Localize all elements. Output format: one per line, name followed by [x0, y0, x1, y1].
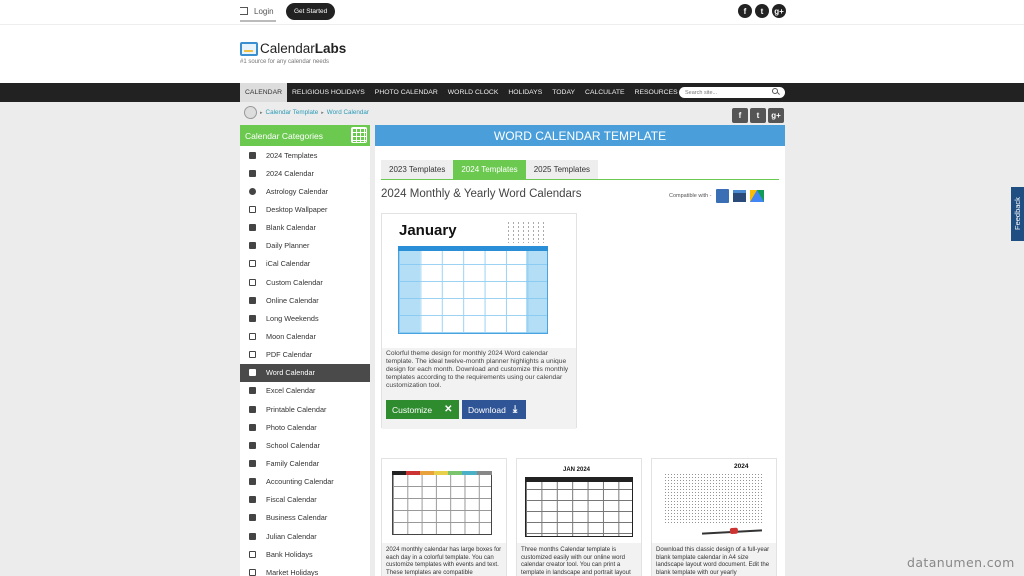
tagline: #1 source for any calendar needs: [240, 59, 330, 65]
template-thumbnail[interactable]: [382, 214, 576, 348]
sidebar-item-school-calendar[interactable]: [240, 436, 370, 454]
sidebar-item-pdf-calendar[interactable]: [240, 346, 370, 364]
main-nav: [0, 83, 1024, 102]
breadcrumb-word-calendar[interactable]: Word Calendar: [326, 109, 370, 116]
list-icon: [249, 333, 256, 340]
sidebar-item-excel-calendar[interactable]: [240, 382, 370, 400]
tools-icon: ✕: [444, 404, 453, 415]
monitor-icon: [249, 206, 256, 213]
tabs-divider: [381, 179, 779, 180]
breadcrumb-separator: ▸: [321, 109, 324, 116]
sidebar-item-2024-calendar[interactable]: [240, 164, 370, 182]
calendar-icon: [249, 260, 256, 267]
sidebar-item-word-calendar[interactable]: [240, 364, 370, 382]
sidebar-item-label: Moon Calendar: [266, 331, 316, 341]
tab-2023-templates[interactable]: 2023 Templates: [381, 160, 453, 179]
sidebar-item-label: Fiscal Calendar: [266, 495, 317, 505]
template-card[interactable]: [381, 458, 507, 576]
breadcrumb-calendar-template[interactable]: Calendar Template: [265, 109, 319, 116]
sidebar-item-label: Word Calendar: [266, 368, 315, 378]
login-label: Login: [254, 6, 274, 16]
calendar-grid-header: [525, 477, 633, 482]
main-content: [375, 125, 785, 576]
sidebar-item-long-weekends[interactable]: [240, 309, 370, 327]
sidebar-item-label: Long Weekends: [266, 313, 319, 323]
pdf-file-icon: [249, 351, 256, 358]
sidebar-item-custom-calendar[interactable]: [240, 273, 370, 291]
share-twitter-icon[interactable]: t: [750, 108, 766, 123]
sidebar-item-label: Market Holidays: [266, 567, 319, 576]
sidebar-item-accounting-calendar[interactable]: [240, 473, 370, 491]
template-description: Colorful theme design for monthly 2024 Word calendar template. The ideal twelve-month planner highlights a unique design for each month. Download and customize this monthly templates according to the requirements using our calendar customization tool.: [382, 348, 576, 429]
sidebar-item-blank-calendar[interactable]: [240, 219, 370, 237]
sidebar-item-moon-calendar[interactable]: [240, 327, 370, 345]
template-description: 2024 monthly calendar has large boxes for each day in a colorful template. You can customize templates with events and text. These templates are compatible: [382, 543, 506, 576]
download-label: Download: [468, 404, 506, 415]
logo-text-suffix: Labs: [314, 41, 347, 56]
download-button[interactable]: [462, 400, 526, 419]
sidebar-item-2024-templates[interactable]: [240, 146, 370, 164]
breadcrumb: [244, 106, 369, 119]
libreoffice-icon: [733, 190, 746, 202]
calendar-grid-header: [398, 246, 548, 251]
search-icon[interactable]: [772, 88, 778, 94]
sidebar-item-label: Blank Calendar: [266, 223, 316, 233]
nav-world-clock[interactable]: WORLD CLOCK: [447, 89, 499, 96]
template-card[interactable]: [651, 458, 777, 576]
printer-icon: [249, 406, 256, 413]
nav-calculate[interactable]: CALCULATE: [585, 89, 625, 96]
list-icon: [249, 279, 256, 286]
sidebar-item-label: 2024 Calendar: [266, 168, 314, 178]
tab-2025-templates[interactable]: 2025 Templates: [526, 160, 598, 179]
year-tabs: [381, 160, 598, 179]
copy-icon: [249, 478, 256, 485]
logo-text-prefix: Calendar: [260, 41, 315, 56]
featured-template-card: [381, 213, 577, 428]
login-link[interactable]: [240, 4, 276, 22]
thumbnail-month: January: [399, 222, 457, 239]
sidebar-item-label: Business Calendar: [266, 513, 328, 523]
pen-decoration: [702, 529, 762, 534]
compatible-with: [669, 189, 764, 203]
calendar-logo-icon: [240, 42, 258, 56]
sidebar-item-label: School Calendar: [266, 440, 320, 450]
sidebar-item-label: Excel Calendar: [266, 386, 316, 396]
share-buttons: [732, 108, 784, 123]
sidebar-item-label: Desktop Wallpaper: [266, 204, 328, 214]
sidebar-item-label: 2024 Templates: [266, 150, 318, 160]
sidebar-item-label: Custom Calendar: [266, 277, 323, 287]
sidebar-item-label: Photo Calendar: [266, 422, 317, 432]
monitor-icon: [249, 551, 256, 558]
copy-icon: [249, 387, 256, 394]
nav-holidays[interactable]: HOLIDAYS: [508, 89, 543, 96]
color-header: [392, 471, 492, 475]
copy-icon: [249, 369, 256, 376]
watermark: datanumen.com: [907, 555, 1015, 570]
template-description: Download this classic design of a full-year blank template calendar in A4 size landscape layout word document. Edit the blank template with our yearly: [652, 543, 776, 576]
sidebar-item-label: Printable Calendar: [266, 404, 327, 414]
compatible-label: Compatible with -: [669, 193, 712, 199]
login-icon: [240, 7, 248, 15]
sidebar-item-market-holidays[interactable]: [240, 563, 370, 576]
sun-icon: [249, 188, 256, 195]
feedback-tab[interactable]: Feedback: [1011, 187, 1024, 241]
top-bar: [0, 0, 1024, 24]
tab-2024-templates[interactable]: 2024 Templates: [453, 160, 525, 179]
copy-icon: [249, 460, 256, 467]
book-icon: [249, 442, 256, 449]
nav-resources[interactable]: RESOURCES: [634, 89, 678, 96]
copy-icon: [249, 514, 256, 521]
twitter-icon[interactable]: t: [755, 4, 769, 18]
sidebar-item-label: Online Calendar: [266, 295, 319, 305]
sidebar-item-astrology-calendar[interactable]: [240, 182, 370, 200]
sidebar-item-photo-calendar[interactable]: [240, 418, 370, 436]
template-thumbnail[interactable]: [652, 459, 776, 543]
nav-religious-holidays[interactable]: RELIGIOUS HOLIDAYS: [292, 89, 365, 96]
thumbnail-title: 2024: [734, 463, 749, 470]
home-icon[interactable]: [244, 106, 257, 119]
breadcrumb-separator: ▸: [260, 109, 263, 116]
monitor-icon: [249, 569, 256, 576]
sidebar-item-online-calendar[interactable]: [240, 291, 370, 309]
sidebar-item-desktop-wallpaper[interactable]: [240, 200, 370, 218]
template-thumbnail[interactable]: [382, 459, 506, 543]
calendar-grid: [392, 473, 492, 535]
template-description: Three months Calendar template is customized easily with our online word calendar creator tool. You can print a template in landscape and portrait layout: [517, 543, 641, 576]
sidebar-item-label: Family Calendar: [266, 458, 320, 468]
section-title: 2024 Monthly & Yearly Word Calendars: [381, 188, 582, 200]
sidebar-item-label: Julian Calendar: [266, 531, 317, 541]
sidebar-item-business-calendar[interactable]: [240, 509, 370, 527]
file-icon: [249, 224, 256, 231]
image-icon: [249, 424, 256, 431]
page-title: WORD CALENDAR TEMPLATE: [375, 125, 785, 146]
template-card[interactable]: [516, 458, 642, 576]
copy-icon: [249, 242, 256, 249]
sidebar-title: Calendar Categories: [245, 130, 323, 141]
google-plus-icon[interactable]: g+: [772, 4, 786, 18]
yearly-months: [664, 473, 764, 523]
sidebar-item-family-calendar[interactable]: [240, 454, 370, 472]
sidebar-item-label: Bank Holidays: [266, 549, 313, 559]
sidebar-item-julian-calendar[interactable]: [240, 527, 370, 545]
calendar-grid: [398, 246, 548, 334]
mini-calendar: [506, 221, 544, 243]
get-started-button[interactable]: Get Started: [286, 3, 335, 20]
search-input[interactable]: [679, 87, 785, 98]
customize-label: Customize: [392, 404, 433, 415]
copy-icon: [249, 533, 256, 540]
sidebar-item-label: PDF Calendar: [266, 350, 313, 360]
copy-icon: [249, 496, 256, 503]
share-facebook-icon[interactable]: f: [732, 108, 748, 123]
sidebar-item-label: Accounting Calendar: [266, 477, 334, 487]
google-drive-icon: [750, 190, 764, 202]
calendar-icon: [351, 127, 367, 143]
sidebar-item-bank-holidays[interactable]: [240, 545, 370, 563]
calendar-grid: [525, 477, 633, 537]
social-links: [738, 4, 786, 18]
hand-pointer-icon: [249, 315, 256, 322]
nav-photo-calendar[interactable]: PHOTO CALENDAR: [374, 89, 438, 96]
sidebar-item-ical-calendar[interactable]: [240, 255, 370, 273]
sidebar-item-label: Astrology Calendar: [266, 186, 329, 196]
sidebar-header: [240, 125, 370, 146]
word-icon: [716, 189, 729, 203]
sidebar-item-printable-calendar[interactable]: [240, 400, 370, 418]
download-icon: ⤓: [512, 404, 518, 415]
sidebar-item-fiscal-calendar[interactable]: [240, 491, 370, 509]
site-header: [0, 24, 1024, 83]
sidebar-item-daily-planner[interactable]: [240, 237, 370, 255]
share-google-plus-icon[interactable]: g+: [768, 108, 784, 123]
facebook-icon[interactable]: f: [738, 4, 752, 18]
nav-calendar[interactable]: CALENDAR: [240, 83, 287, 102]
template-thumbnail[interactable]: [517, 459, 641, 543]
logo[interactable]: [240, 41, 346, 56]
hand-pointer-icon: [249, 152, 256, 159]
sidebar-item-label: Daily Planner: [266, 241, 310, 251]
customize-button[interactable]: [386, 400, 459, 419]
sidebar-item-label: iCal Calendar: [266, 259, 311, 269]
sidebar: [240, 125, 370, 576]
thumbnail-title: JAN 2024: [563, 467, 591, 473]
copy-icon: [249, 170, 256, 177]
nav-today[interactable]: TODAY: [552, 89, 576, 96]
hand-pointer-icon: [249, 297, 256, 304]
